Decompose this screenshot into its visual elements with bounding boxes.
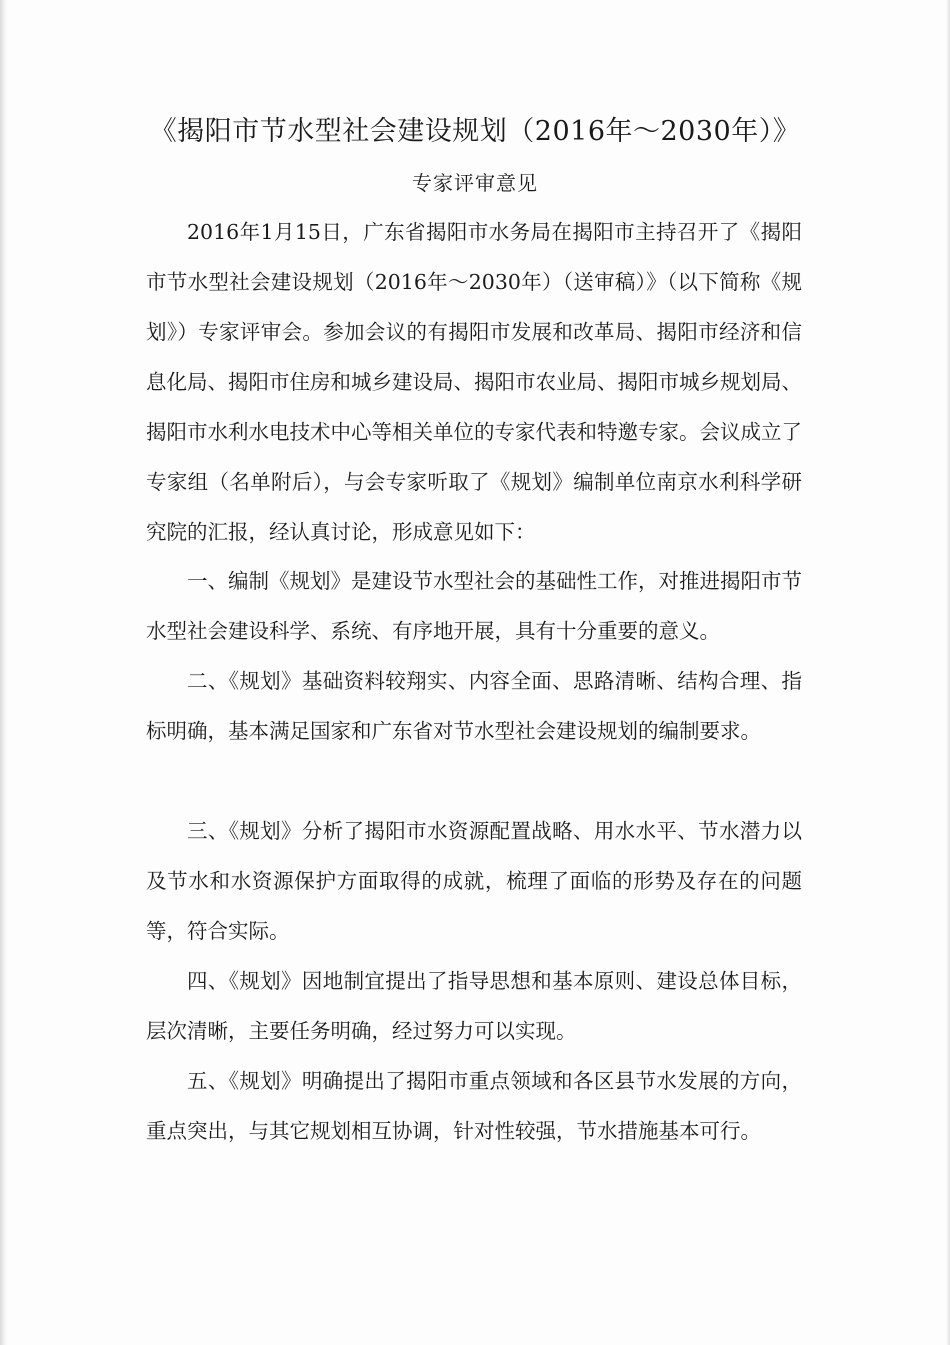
scan-edge-left <box>0 0 7 1345</box>
intro-paragraph: 2016年1月15日，广东省揭阳市水务局在揭阳市主持召开了《揭阳市节水型社会建设规划（2016年～2030年）（送审稿）》（以下简称《规划》）专家评审会。参加会议的有揭阳市发展和改革局、揭阳市经济和信息化局、揭阳市住房和城乡建设局、揭阳市农业局、揭阳市城乡规划局、揭阳市水利水电技术中心等相关单位的专家代表和特邀专家。会议成立了专家组（名单附后），与会专家听取了《规划》编制单位南京水利科学研究院的汇报，经认真讨论，形成意见如下： <box>146 220 802 544</box>
document-title: 《揭阳市节水型社会建设规划（2016年～2030年）》 <box>149 116 801 147</box>
opinion-paragraph-3: 三、《规划》分析了揭阳市水资源配置战略、用水水平、节水潜力以及节水和水资源保护方面取得的成就，梳理了面临的形势及存在的问题等，符合实际。 <box>146 819 802 943</box>
document-subtitle: 专家评审意见 <box>412 171 538 195</box>
opinion-paragraph-5: 五、《规划》明确提出了揭阳市重点领域和各区县节水发展的方向，重点突出，与其它规划相互协调，针对性较强，节水措施基本可行。 <box>146 1069 802 1143</box>
scan-edge-right <box>946 0 950 1345</box>
opinion-paragraph-2: 二、《规划》基础资料较翔实、内容全面、思路清晰、结构合理、指标明确，基本满足国家和广东省对节水型社会建设规划的编制要求。 <box>146 669 802 743</box>
opinion-paragraph-1: 一、编制《规划》是建设节水型社会的基础性工作，对推进揭阳市节水型社会建设科学、系统、有序地开展，具有十分重要的意义。 <box>146 569 802 643</box>
opinion-paragraph-4: 四、《规划》因地制宜提出了指导思想和基本原则、建设总体目标，层次清晰，主要任务明确，经过努力可以实现。 <box>146 969 802 1043</box>
